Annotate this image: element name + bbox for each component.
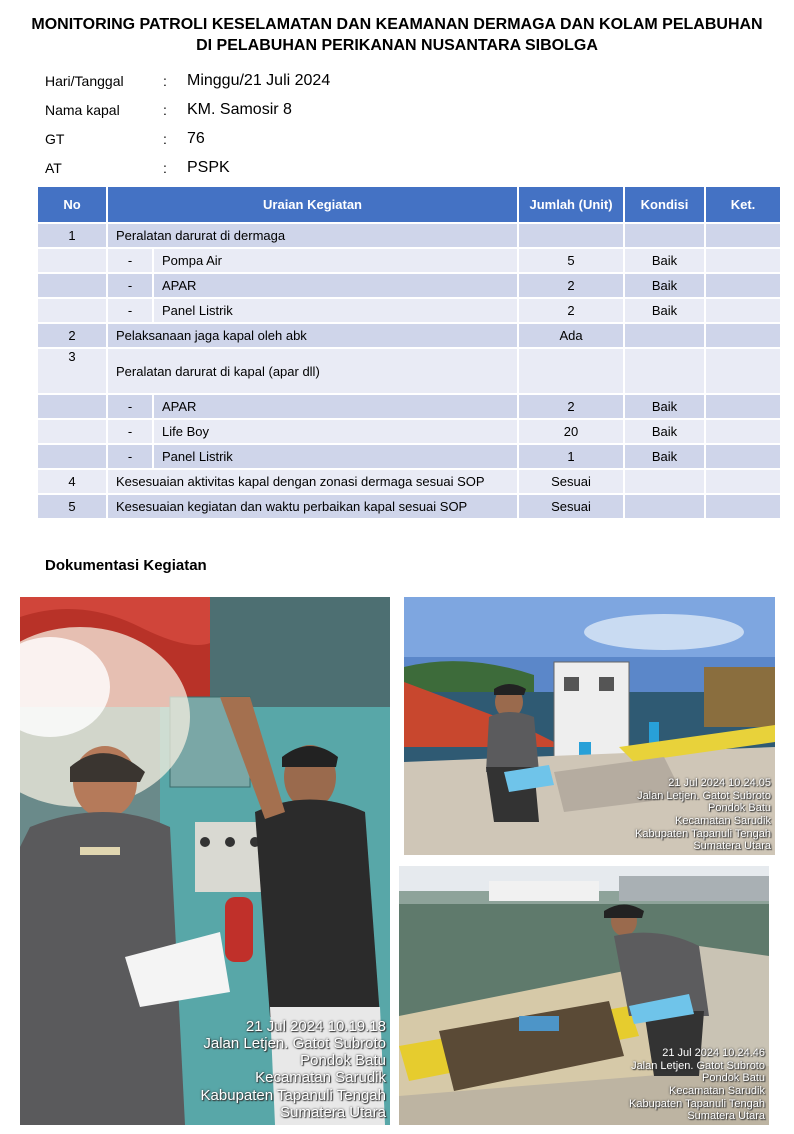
cell-jumlah: Sesuai (518, 469, 624, 494)
cell-item: APAR (153, 394, 518, 419)
cell-ket (705, 248, 781, 273)
info-colon: : (163, 101, 167, 118)
cell-no: 2 (37, 323, 107, 348)
table-row (37, 494, 781, 519)
stamp-line: Jalan Letjen. Gatot Subroto (203, 1034, 386, 1052)
cell-uraian: Pelaksanaan jaga kapal oleh abk (107, 323, 518, 348)
stamp-line: Kabupaten Tapanuli Tengah (629, 1097, 765, 1110)
stamp-line: Kabupaten Tapanuli Tengah (200, 1086, 386, 1104)
cell-no (37, 298, 107, 323)
stamp-line: 21 Jul 2024 10.24.05 (668, 777, 771, 790)
table-row (37, 298, 781, 323)
cell-dash: - (107, 298, 153, 323)
stamp-line: Pondok Batu (300, 1052, 386, 1069)
table-row (37, 419, 781, 444)
cell-no: 5 (37, 494, 107, 519)
cell-item: Panel Listrik (153, 444, 518, 469)
photo-timestamp (635, 777, 771, 853)
info-row-date (45, 66, 330, 95)
table-row (37, 469, 781, 494)
table-row (37, 348, 781, 394)
table-row (37, 323, 781, 348)
photo-dockside-box (399, 866, 769, 1125)
cell-no (37, 444, 107, 469)
stamp-line: 21 Jul 2024 10.19.18 (245, 1017, 386, 1035)
cell-kondisi (624, 348, 705, 394)
stamp-line: Pondok Batu (702, 1072, 765, 1085)
title-line-2: DI PELABUHAN PERIKANAN NUSANTARA SIBOLGA (196, 37, 598, 54)
header-kondisi: Kondisi (624, 186, 705, 223)
photo-engine-room (20, 597, 390, 1125)
stamp-line: Jalan Letjen. Gatot Subroto (637, 789, 771, 802)
info-label: Hari/Tanggal (45, 72, 124, 89)
cell-uraian: Kesesuaian aktivitas kapal dengan zonasi dermaga sesuai SOP (107, 469, 518, 494)
table-row (37, 273, 781, 298)
cell-dash: - (107, 394, 153, 419)
cell-no (37, 273, 107, 298)
cell-kondisi (624, 323, 705, 348)
stamp-line: Pondok Batu (708, 802, 771, 815)
cell-ket (705, 298, 781, 323)
cell-ket (705, 394, 781, 419)
cell-kondisi (624, 223, 705, 248)
info-label: AT (45, 159, 62, 176)
stamp-line: Kecamatan Sarudik (255, 1069, 386, 1087)
cell-jumlah (518, 348, 624, 394)
cell-uraian: Kesesuaian kegiatan dan waktu perbaikan kapal sesuai SOP (107, 494, 518, 519)
cell-jumlah: 2 (518, 298, 624, 323)
cell-kondisi: Baik (624, 273, 705, 298)
cell-jumlah: 1 (518, 444, 624, 469)
info-colon: : (163, 159, 167, 176)
cell-jumlah: Ada (518, 323, 624, 348)
info-row-at (45, 153, 330, 182)
cell-ket (705, 323, 781, 348)
cell-jumlah: 2 (518, 273, 624, 298)
stamp-line: Kecamatan Sarudik (669, 1085, 765, 1098)
cell-ket (705, 348, 781, 394)
cell-uraian: Peralatan darurat di kapal (apar dll) (107, 348, 518, 394)
info-value: 76 (187, 129, 205, 147)
info-row-ship-name (45, 95, 330, 124)
cell-ket (705, 223, 781, 248)
stamp-line: Kabupaten Tapanuli Tengah (635, 827, 771, 840)
cell-no (37, 394, 107, 419)
cell-no: 3 (37, 348, 107, 394)
cell-item: Life Boy (153, 419, 518, 444)
document-title (0, 14, 794, 56)
vessel-info (45, 66, 330, 182)
photo-dock-panel (404, 597, 775, 855)
cell-jumlah: 20 (518, 419, 624, 444)
title-line-1: MONITORING PATROLI KESELAMATAN DAN KEAMANAN DERMAGA DAN KOLAM PELABUHAN (31, 16, 763, 33)
cell-no: 4 (37, 469, 107, 494)
cell-ket (705, 494, 781, 519)
table-row (37, 444, 781, 469)
info-value: Minggu/21 Juli 2024 (187, 71, 331, 89)
stamp-line: Jalan Letjen. Gatot Subroto (631, 1059, 765, 1072)
cell-kondisi: Baik (624, 248, 705, 273)
header-no: No (37, 186, 107, 223)
info-colon: : (163, 130, 167, 147)
cell-dash: - (107, 273, 153, 298)
cell-no (37, 248, 107, 273)
info-row-gt (45, 124, 330, 153)
photo-timestamp (201, 1018, 386, 1122)
cell-item: Panel Listrik (153, 298, 518, 323)
stamp-line: Sumatera Utara (280, 1103, 386, 1121)
cell-jumlah: 2 (518, 394, 624, 419)
photo-timestamp (629, 1047, 765, 1123)
cell-item: Pompa Air (153, 248, 518, 273)
cell-item: APAR (153, 273, 518, 298)
cell-jumlah (518, 223, 624, 248)
cell-dash: - (107, 419, 153, 444)
monitoring-table (36, 185, 782, 520)
stamp-line: Kecamatan Sarudik (675, 815, 771, 828)
table-row (37, 248, 781, 273)
cell-kondisi: Baik (624, 394, 705, 419)
info-value: PSPK (187, 158, 230, 176)
cell-kondisi: Baik (624, 419, 705, 444)
cell-kondisi: Baik (624, 298, 705, 323)
stamp-line: 21 Jul 2024 10.24.46 (662, 1047, 765, 1060)
cell-kondisi (624, 494, 705, 519)
header-ket: Ket. (705, 186, 781, 223)
cell-uraian: Peralatan darurat di dermaga (107, 223, 518, 248)
cell-ket (705, 444, 781, 469)
stamp-line: Sumatera Utara (693, 840, 771, 853)
table-row (37, 394, 781, 419)
cell-jumlah: 5 (518, 248, 624, 273)
info-colon: : (163, 72, 167, 89)
cell-kondisi (624, 469, 705, 494)
cell-ket (705, 419, 781, 444)
table-header-row (37, 186, 781, 223)
cell-no (37, 419, 107, 444)
info-label: Nama kapal (45, 101, 120, 118)
cell-dash: - (107, 444, 153, 469)
info-value: KM. Samosir 8 (187, 100, 292, 118)
cell-kondisi: Baik (624, 444, 705, 469)
cell-no: 1 (37, 223, 107, 248)
cell-dash: - (107, 248, 153, 273)
header-uraian: Uraian Kegiatan (107, 186, 518, 223)
cell-jumlah: Sesuai (518, 494, 624, 519)
info-label: GT (45, 130, 65, 147)
documentation-title: Dokumentasi Kegiatan (45, 557, 207, 574)
cell-ket (705, 469, 781, 494)
header-jumlah: Jumlah (Unit) (518, 186, 624, 223)
table-row (37, 223, 781, 248)
cell-ket (705, 273, 781, 298)
stamp-line: Sumatera Utara (687, 1110, 765, 1123)
